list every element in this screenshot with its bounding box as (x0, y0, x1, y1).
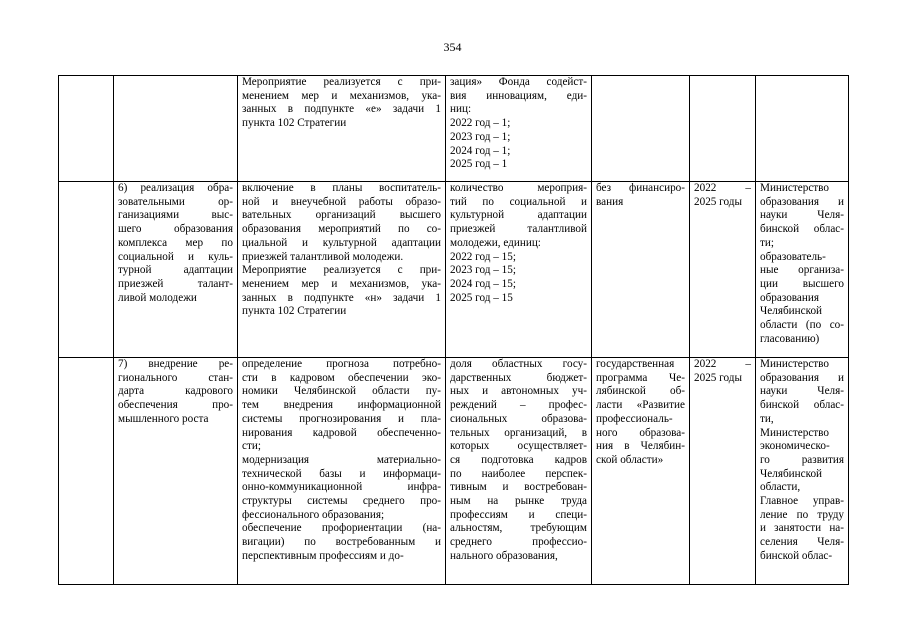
cell-line: по наиболее перспек- (450, 467, 587, 480)
cell-line: 7) внедрение ре- (118, 358, 233, 370)
measure-cell (238, 76, 446, 182)
cell-line: ных и автономных уч- (450, 385, 587, 398)
cell-line: мышленного роста (118, 412, 209, 425)
cell-line: сти; (242, 440, 261, 453)
funding-cell (592, 182, 690, 358)
cell-line: 2022 год – 15; (450, 250, 516, 263)
cell-line: 2023 год – 1; (450, 130, 511, 143)
funding-cell (592, 76, 690, 182)
cell-line: тий по социальной и (450, 195, 587, 208)
cell-line: Министерство (760, 358, 829, 370)
table-row (59, 76, 849, 182)
cell-line: шего образования (118, 223, 233, 236)
cell-line: онно-коммуникационной инфра- (242, 481, 441, 494)
cell-line: 2025 годы (694, 195, 742, 208)
responsible-cell (756, 182, 849, 358)
cell-line: ниц: (450, 103, 472, 116)
indicator-cell (446, 358, 592, 585)
cell-line: ной и внеучебной работы образо- (242, 195, 441, 208)
cell-line: нирования кадровой обеспеченно- (242, 426, 441, 439)
cell-line: менением мер и механизмов, ука- (242, 89, 441, 102)
cell-line: сти в кадровом обеспечении эко- (242, 371, 441, 384)
cell-line: бинской облас- (760, 399, 844, 412)
term-cell (690, 358, 756, 585)
cell-line: 2024 год – 15; (450, 277, 516, 290)
cell-line: ти; (760, 236, 774, 249)
cell-line: тивным и востребован- (450, 481, 587, 494)
cell-line: обеспечения про- (118, 399, 233, 412)
measure-cell (238, 358, 446, 585)
cell-line: гласованию) (760, 332, 820, 345)
responsible-cell (756, 76, 849, 182)
cell-line: перспективным профессиям и до- (242, 549, 404, 562)
cell-line: бинской облас- (760, 223, 844, 236)
cell-line: занных в подпункте «е» задачи 1 (242, 103, 441, 116)
cell-line: Министерство (760, 182, 829, 194)
cell-line: нального образования, (450, 549, 558, 562)
cell-line: которых осуществляет- (450, 440, 587, 453)
cell-line: области, (760, 481, 801, 494)
cell-line: Челябинской (760, 467, 823, 480)
cell-line: программа Че- (596, 371, 685, 384)
cell-line: и занятости на- (760, 522, 844, 535)
cell-line: образования мероприятий по со- (242, 223, 441, 236)
cell-line: 2025 годы (694, 371, 742, 384)
task-cell (114, 76, 238, 182)
cell-line: ти, (760, 412, 774, 425)
task-cell (114, 182, 238, 358)
cell-line: пункта 102 Стратегии (242, 305, 347, 318)
cell-line: гионального стан- (118, 371, 233, 384)
indicator-cell (446, 182, 592, 358)
cell-line: турной адаптации (118, 264, 233, 277)
cell-line: лябинской об- (596, 385, 685, 398)
cell-line: 6) реализация обра- (118, 182, 233, 194)
cell-line: образования (760, 291, 820, 304)
cell-line: занных в подпункте «н» задачи 1 (242, 291, 441, 304)
cell-line: дарта кадрового (118, 385, 233, 398)
cell-line: ласти «Развитие (596, 399, 685, 412)
cell-line: 2022 – (694, 358, 751, 370)
cell-line: включение в планы воспитатель- (242, 182, 441, 194)
cell-line: ным на рынке труда (450, 495, 587, 508)
cell-line: циальной и культурной адаптации (242, 236, 441, 249)
page-number: 354 (443, 40, 462, 54)
cell-line: 2025 год – 1 (450, 158, 508, 171)
cell-line: Челябинской (760, 305, 823, 318)
indicator-cell (446, 76, 592, 182)
task-cell (114, 358, 238, 585)
number-cell (59, 76, 114, 182)
cell-line: 2023 год – 15; (450, 264, 516, 277)
cell-line: го развития (760, 453, 844, 466)
cell-line: ление по труду (760, 508, 844, 521)
cell-line: молодежи, единиц: (450, 236, 541, 249)
cell-line: 2025 год – 15 (450, 291, 513, 304)
measure-cell (238, 182, 446, 358)
cell-line: ные организа- (760, 264, 844, 277)
cell-line: зация» Фонда содейст- (450, 76, 587, 88)
cell-line: количество мероприя- (450, 182, 587, 194)
cell-line: пункта 102 Стратегии (242, 117, 347, 130)
cell-line: структуры системы среднего про- (242, 495, 441, 508)
cell-line: ции высшего (760, 277, 844, 290)
cell-line: вания (596, 195, 624, 208)
cell-line: селения Челя- (760, 536, 844, 549)
cell-line: 2022 – (694, 182, 751, 194)
cell-line: модернизация материально- (242, 453, 441, 466)
cell-line: бинской облас- (760, 549, 833, 562)
cell-line: менением мер и механизмов, ука- (242, 277, 441, 290)
cell-line: определение прогноза потребно- (242, 358, 441, 370)
table-row (59, 358, 849, 585)
cell-line: ливой молодежи (118, 291, 197, 304)
cell-line: комплекса мер по (118, 236, 233, 249)
cell-line: обеспечение профориентации (на- (242, 522, 441, 535)
cell-line: сиональных образова- (450, 412, 587, 425)
cell-line: альностям, требующим (450, 522, 587, 535)
cell-line: ного образова- (596, 426, 685, 439)
number-cell (59, 182, 114, 358)
cell-line: фессионального образования; (242, 508, 385, 521)
cell-line: вигации) по востребованным и (242, 536, 441, 549)
cell-line: доля областных госу- (450, 358, 587, 370)
cell-line: профессиональ- (596, 412, 673, 425)
cell-line: среднего профессио- (450, 536, 587, 549)
cell-line: Главное управ- (760, 495, 844, 508)
cell-line: социальной и куль- (118, 250, 233, 263)
cell-line: Мероприятие реализуется с при- (242, 264, 441, 277)
cell-line: науки Челя- (760, 209, 844, 222)
cell-line: области (по со- (760, 319, 844, 332)
cell-line: зовательными ор- (118, 195, 233, 208)
number-cell (59, 358, 114, 585)
cell-line: профессиям и специ- (450, 508, 587, 521)
cell-line: ской области» (596, 453, 664, 466)
cell-line: приезжей талантливой молодежи. (242, 250, 404, 263)
cell-line: ганизациями выс- (118, 209, 233, 222)
cell-line: без финансиро- (596, 182, 685, 194)
responsible-cell (756, 358, 849, 585)
cell-line: экономическо- (760, 440, 830, 453)
cell-line: системы прогнозирования и пла- (242, 412, 441, 425)
measures-table (58, 75, 849, 585)
table-row (59, 182, 849, 358)
cell-line: номики Челябинской области пу- (242, 385, 441, 398)
term-cell (690, 182, 756, 358)
cell-line: 2024 год – 1; (450, 144, 511, 157)
cell-line: тем внедрения информационной (242, 399, 441, 412)
cell-line: науки Челя- (760, 385, 844, 398)
cell-line: образователь- (760, 250, 826, 263)
cell-line: ся подготовка кадров (450, 453, 587, 466)
cell-line: государственная (596, 358, 675, 370)
cell-line: культурной адаптации (450, 209, 587, 222)
cell-line: приезжей талантливой (450, 223, 587, 236)
cell-line: приезжей талант- (118, 277, 233, 290)
term-cell (690, 76, 756, 182)
cell-line: вательных организаций высшего (242, 209, 441, 222)
cell-line: 2022 год – 1; (450, 117, 511, 130)
cell-line: Министерство (760, 426, 829, 439)
cell-line: Мероприятие реализуется с при- (242, 76, 441, 88)
cell-line: образования и (760, 371, 844, 384)
funding-cell (592, 358, 690, 585)
cell-line: ния в Челябин- (596, 440, 685, 453)
cell-line: вия инновациям, еди- (450, 89, 587, 102)
cell-line: технической базы и информаци- (242, 467, 441, 480)
cell-line: реждений – профес- (450, 399, 587, 412)
cell-line: образования и (760, 195, 844, 208)
cell-line: дарственных бюджет- (450, 371, 587, 384)
cell-line: тельных организаций, в (450, 426, 587, 439)
